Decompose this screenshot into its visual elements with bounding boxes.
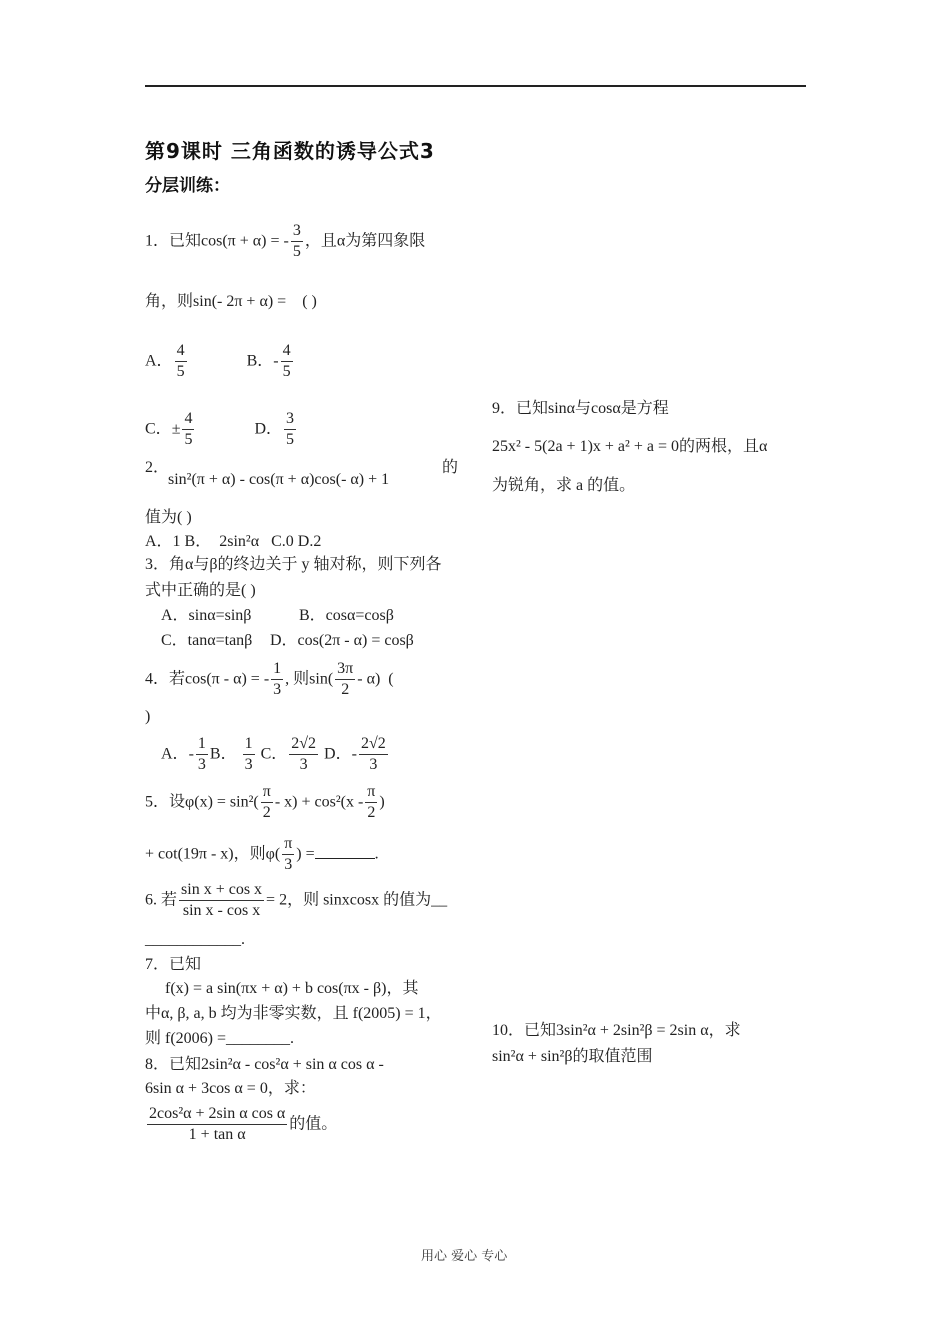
question-1: 1．已知cos(π + α) = - $\frac{3}{5}$ ，且α为第四象限 <box>145 222 426 261</box>
question-9-line2: 25x² - 5(2a + 1)x + a² + a = 0的两根，且α <box>492 438 768 455</box>
question-2-options: A．1 B． 2sin²α C.0 D.2 <box>145 533 322 550</box>
question-3-option-d: D．cos(2π - α) = cosβ <box>270 632 414 649</box>
question-7-line3: 中α, β, a, b 均为非零实数，且 f(2005) = 1， <box>145 1005 442 1022</box>
question-9-line1: 9．已知sinα与cosα是方程 <box>492 400 669 417</box>
question-8-fraction: $\frac{\text{2cos²α + 2sin α cos α}}{\text{1 + tan α}}$ 的值。 <box>149 1105 338 1144</box>
question-7-line4: 则 f(2006) =________. <box>145 1030 295 1047</box>
question-2-label: 2． <box>145 459 170 476</box>
question-7-line2: f(x) = a sin(πx + α) + b cos(πx - β)，其 <box>165 980 419 997</box>
question-1-line2: 角，则sin(- 2π + α) = ( ) <box>145 293 317 310</box>
question-1-options-cd: C．± $\frac{4}{5}$ D． $\frac{3}{5}$ <box>145 410 295 449</box>
question-8-line1: 8．已知2sin²α - cos²α + sin α cos α - <box>145 1056 384 1073</box>
question-7-line1: 7．已知 <box>145 956 202 973</box>
question-2-line2: 值为( ) <box>145 509 192 526</box>
question-5: 5．设φ(x) = sin²( $\frac{\pi}{2}$ - x) + cos²(x - $\frac{\pi}{2}$ ) <box>145 783 385 822</box>
question-2-expr: sin²(π + α) - cos(π + α)cos(- α) + 1 <box>168 471 390 488</box>
question-6: 6. 若 $\frac{\text{sin x + cos x}}{\text{sin x - cos x}}$ = 2，则 sinxcosx 的值为__ <box>145 881 448 920</box>
answer-blank[interactable] <box>315 844 375 859</box>
question-3-option-a: A．sinα=sinβ <box>161 607 252 624</box>
question-2-tail: 的 <box>442 459 459 476</box>
question-1-options-ab: A． $\frac{4}{5}$ B．- $\frac{4}{5}$ <box>145 342 291 381</box>
question-6-line2: ____________. <box>145 931 245 948</box>
question-3-line1: 3．角α与β的终边关于 y 轴对称，则下列各 <box>145 556 442 573</box>
question-3-option-c: C．tanα=tanβ <box>161 632 253 649</box>
question-4: 4．若cos(π - α) = - $\frac{1}{3}$ , 则sin( $\frac{3\pi}{2}$ - α) ( <box>145 660 394 699</box>
question-3-option-b: B．cosα=cosβ <box>299 607 394 624</box>
question-10-line1: 10．已知3sin²α + 2sin²β = 2sin α，求 <box>492 1022 741 1039</box>
header-rule <box>145 85 806 87</box>
section-subtitle: 分层训练： <box>145 176 230 196</box>
page-title: 第9课时 三角函数的诱导公式3 <box>145 139 435 163</box>
question-9-line3: 为锐角，求 a 的值。 <box>492 477 636 494</box>
question-3-line2: 式中正确的是( ) <box>145 582 256 599</box>
question-4-close: ) <box>145 708 151 725</box>
page-footer: 用心 爱心 专心 <box>421 1249 508 1264</box>
question-8-line2: 6sin α + 3cos α = 0，求： <box>145 1080 316 1097</box>
question-5-line2: + cot(19π - x)，则φ( $\frac{\pi}{3}$ ) = . <box>145 835 379 874</box>
question-10-line2: sin²α + sin²β的取值范围 <box>492 1048 653 1065</box>
question-4-options: A．- $\frac{1}{3}$ B． $\frac{1}{3}$ C． $\frac{2√2}{3}$ D．- $\frac{2√2}{3}$ <box>161 735 386 774</box>
